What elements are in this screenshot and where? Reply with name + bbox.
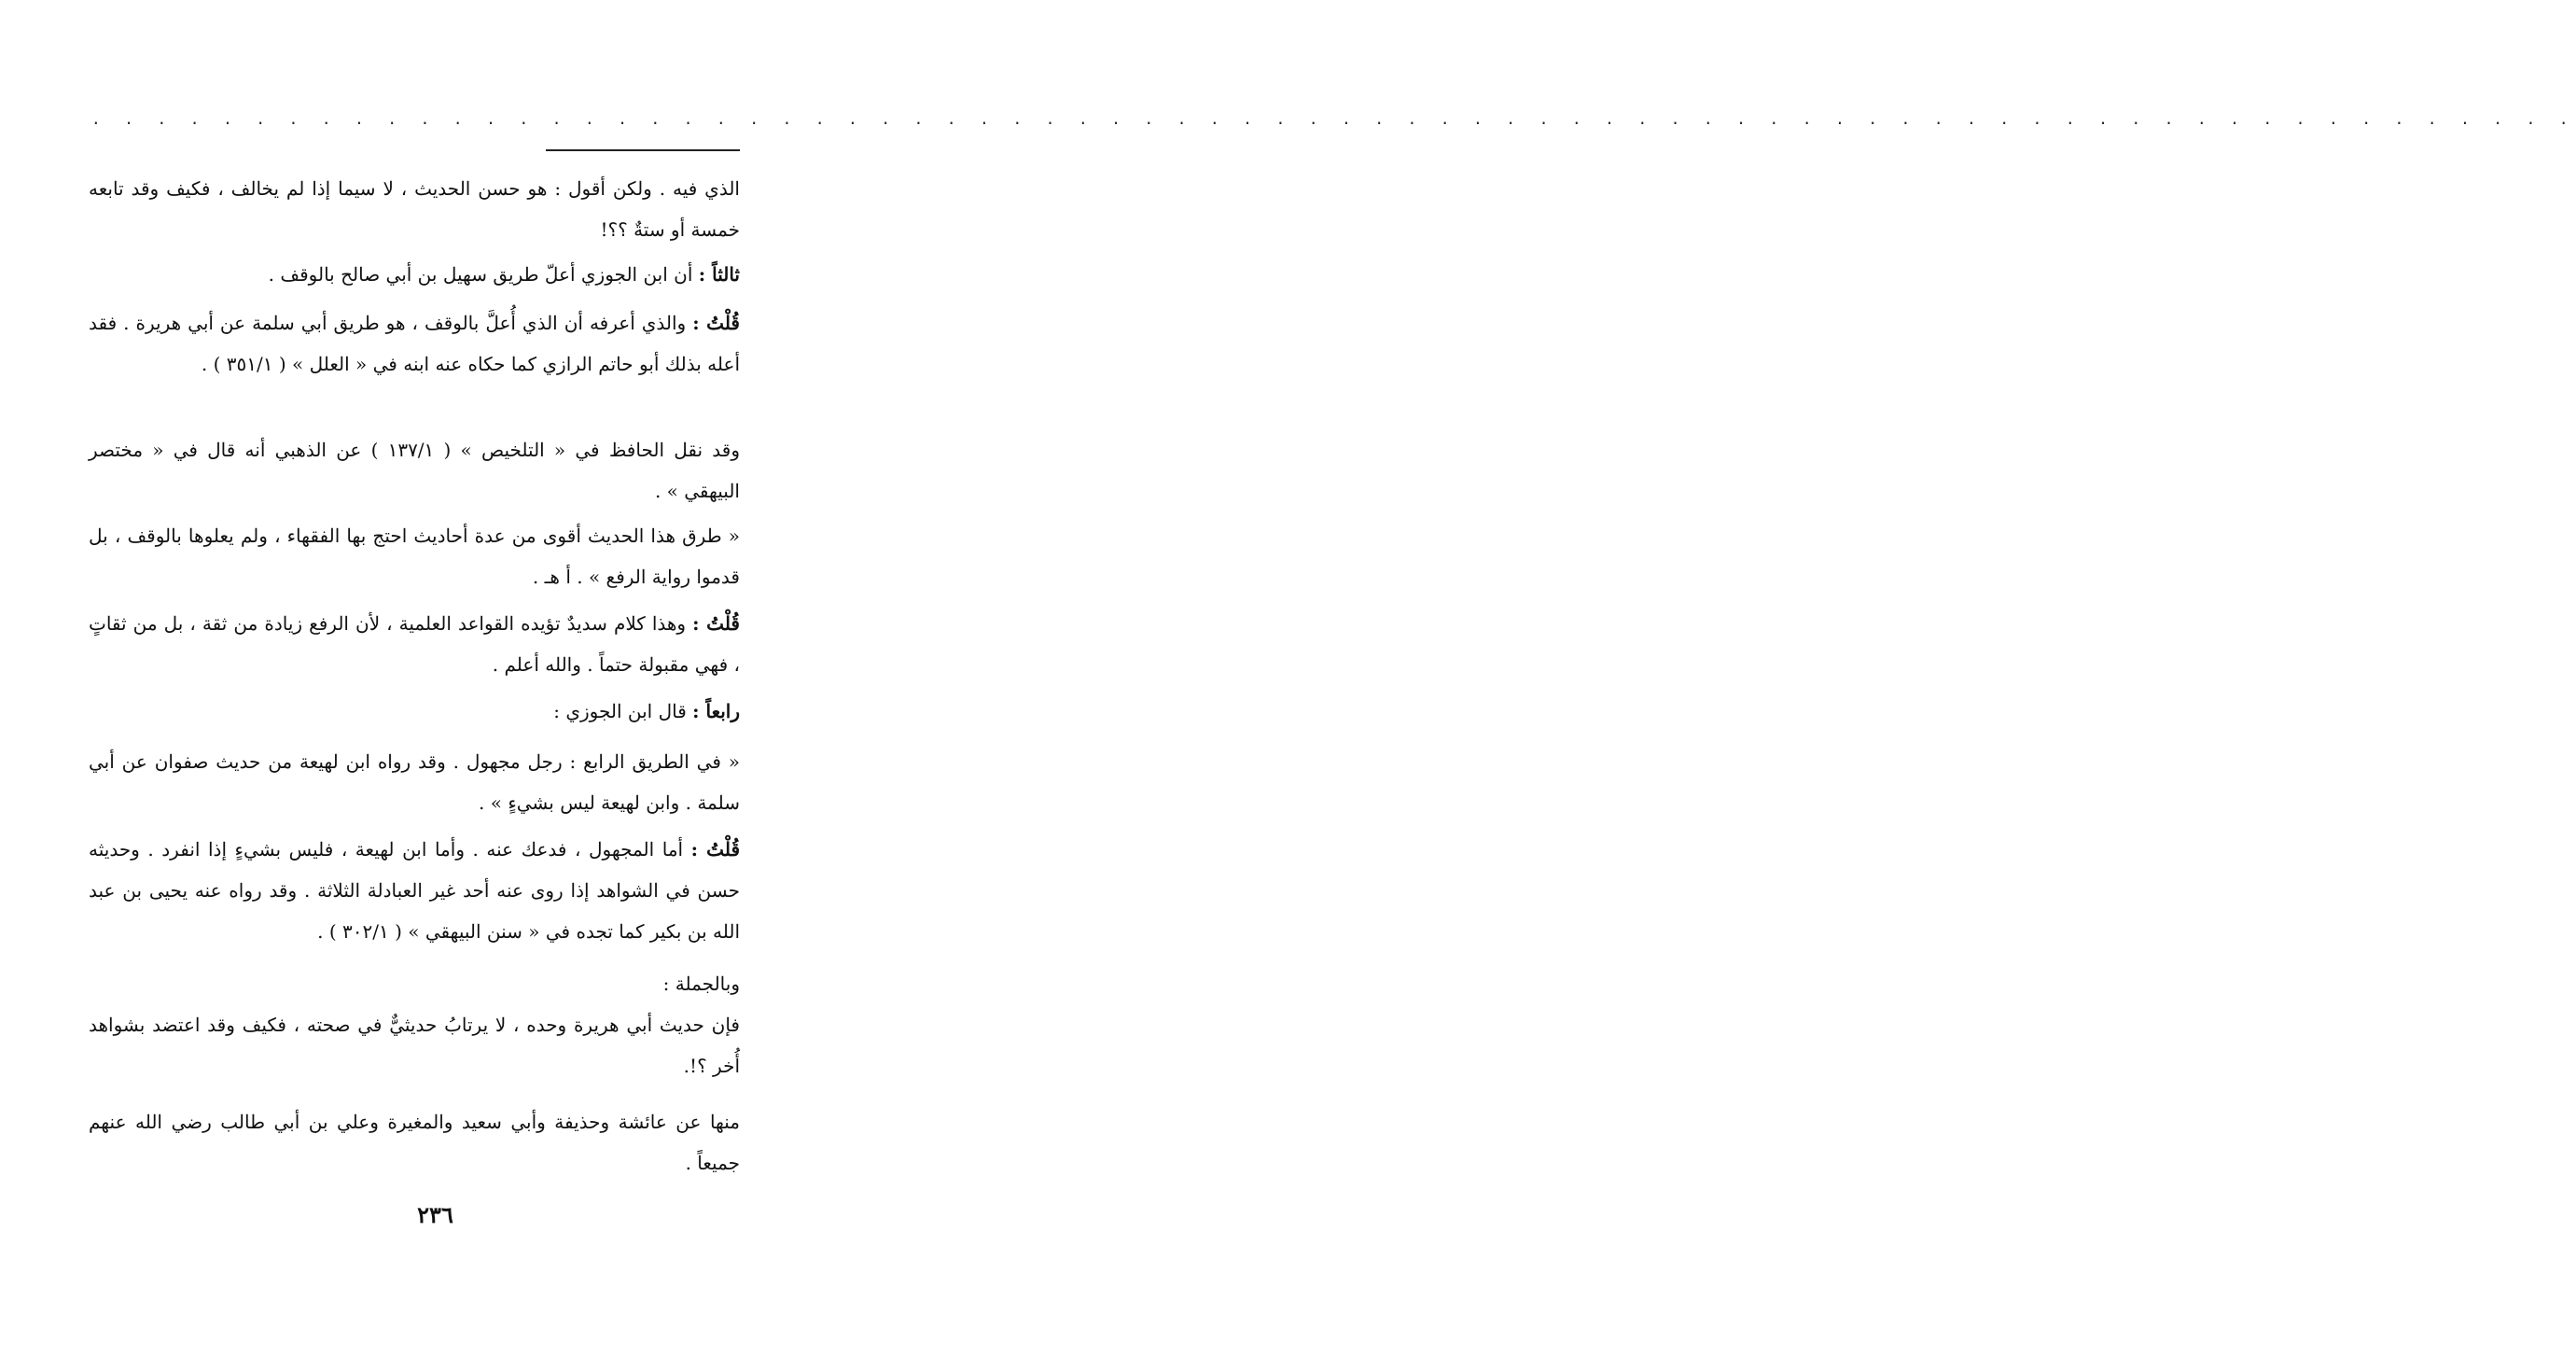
paragraph-text: أن ابن الجوزي أعلّ طريق سهيل بن أبي صالح بالوقف .: [268, 263, 699, 286]
paragraph-1: [89, 168, 740, 250]
footnote-rule: [546, 149, 740, 151]
paragraph-lead: قُلْتُ :: [692, 312, 740, 334]
paragraph-text: « في الطريق الرابع : رجل مجهول . وقد رواه ابن لهيعة من حديث صفوان عن أبي سلمة . وابن لهيعة ليس بشيءٍ » .: [89, 750, 740, 814]
paragraph-text: فإن حديث أبي هريرة وحده ، لا يرتابُ حديثيٌّ في صحته ، فكيف وقد اعتضد بشواهد أُخر ؟!.: [89, 1014, 740, 1077]
paragraph-6: [89, 603, 740, 685]
paragraph-10: [89, 963, 740, 1004]
paragraph-5: [89, 515, 740, 597]
paragraph-11: [89, 1004, 740, 1086]
paragraph-text: قال ابن الجوزي :: [553, 700, 693, 722]
paragraph-3: [89, 302, 740, 385]
paragraph-text: والذي أعرفه أن الذي أُعلَّ بالوقف ، هو طريق أبي سلمة عن أبي هريرة . فقد أعله بذلك أبو حاتم الرازي كما حكاه عنه ابنه في « العلل » ( ٣٥١/١ ) .: [89, 312, 740, 375]
paragraph-text: أما المجهول ، فدعك عنه . وأما ابن لهيعة ، فليس بشيءٍ إذا انفرد . وحديثه حسن في الشواهد إذا روى عنه أحد غير العبادلة الثلاثة . وقد رواه عنه يحيى بن عبد الله بن بكير كما تجده في « سنن البيهقي » ( ٣٠٢/١ ) .: [89, 838, 740, 943]
paragraph-text: وقد نقل الحافظ في « التلخيص » ( ١٣٧/١ ) عن الذهبي أنه قال في « مختصر البيهقي » .: [89, 439, 740, 502]
paragraph-lead: قُلْتُ :: [690, 838, 741, 861]
paragraph-lead: ثالثاً :: [698, 263, 740, 286]
paragraph-text: « طرق هذا الحديث أقوى من عدة أحاديث احتج بها الفقهاء ، ولم يعلوها بالوقف ، بل قدموا رواية الرفع » . أ هـ .: [89, 525, 740, 588]
page-number: ٢٣٦: [417, 1201, 453, 1228]
paragraph-text: الذي فيه . ولكن أقول : هو حسن الحديث ، لا سيما إذا لم يخالف ، فكيف وقد تابعه خمسة أو ستةٌ ؟؟!: [89, 177, 740, 241]
paragraph-4: [89, 429, 740, 511]
paragraph-text: منها عن عائشة وحذيفة وأبي سعيد والمغيرة وعلي بن أبي طالب رضي الله عنهم جميعاً .: [89, 1111, 741, 1174]
paragraph-lead: رابعاً :: [692, 700, 740, 722]
paragraph-text: وبالجملة :: [662, 973, 740, 995]
paragraph-8: [89, 741, 740, 823]
footnote-separator-dots: . . . . . . . . . . . . . . . . . . . . . . . . . . . . . . . . . . . . . . . . . . . . . . . . . . . . . . . . . . . . . . . . . . . . . . . . . . . .: [91, 110, 2576, 128]
paragraph-7: [89, 691, 740, 732]
paragraph-9: [89, 829, 740, 952]
paragraph-lead: قُلْتُ :: [692, 612, 740, 635]
paragraph-2: [89, 254, 740, 295]
paragraph-12: [89, 1101, 740, 1183]
paragraph-text: وهذا كلام سديدٌ تؤيده القواعد العلمية ، لأن الرفع زيادة من ثقة ، بل من ثقاتٍ ، فهي مقبولة حتماً . والله أعلم .: [89, 612, 740, 676]
